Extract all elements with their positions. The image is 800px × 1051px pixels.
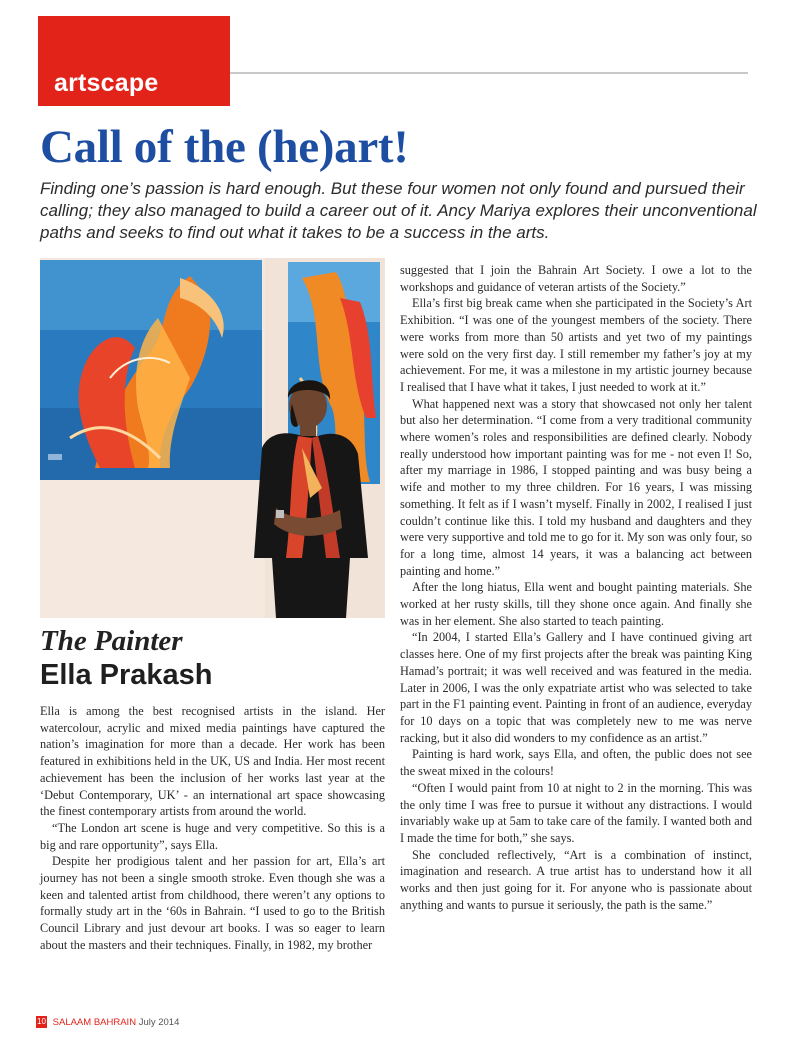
painting-left: [40, 260, 262, 480]
artist-photo: [40, 258, 385, 618]
magazine-name: SALAAM BAHRAIN: [52, 1017, 137, 1028]
body-paragraph: Despite her prodigious talent and her passion for art, Ella’s art journey has not been a single smooth stroke. Even though she was a keen and talented artist from childhood, there weren’t any options to formally study art in the ‘60s in Bahrain. “I used to go to the British Council Library and just devour art books. I was so eager to learn about the masters and their techniques. Finally, in 1982, my brother: [40, 854, 385, 952]
body-paragraph: “The London art scene is huge and very competitive. So this is a big and rare opportunity”, says Ella.: [40, 820, 385, 852]
profile-name: Ella Prakash: [40, 659, 213, 691]
page-footer: [36, 1016, 179, 1030]
top-rule: [230, 72, 748, 74]
body-paragraph: Ella’s first big break came when she participated in the Society’s Art Exhibition. “I was one of the youngest members of the society. There were works from more than 50 artists and yet two of my paintings were sold on the very first day. I still remember my father’s joy at my achievement. For me, it was a milestone in my artistic journey because I realised that I have what it takes, I just needed to work at it.”: [400, 296, 752, 394]
profile-subhead: The Painter: [40, 625, 183, 657]
right-column: [400, 262, 752, 913]
body-paragraph: Painting is hard work, says Ella, and often, the public does not see the sweat mixed in the colours!: [400, 747, 752, 779]
section-tab: [38, 16, 230, 106]
body-paragraph: “Often I would paint from 10 at night to 2 in the morning. This was the only time I was free to pursue it without any distractions. I would invariably wake up at 5am to take care of the family. I wanted both and I made the time for both,” she says.: [400, 780, 752, 845]
body-paragraph: After the long hiatus, Ella went and bought painting materials. She worked at her rusty skills, till they shone once again. And finally she was in her element. She also started to teach painting.: [400, 580, 752, 628]
body-paragraph: She concluded reflectively, “Art is a combination of instinct, imagination and research. A true artist has to understand how it all works and then just going for it. For anyone who is passionate about anything and wants to pursue it seriously, the path is the same.”: [400, 847, 752, 912]
body-paragraph: “In 2004, I started Ella’s Gallery and I have continued giving art classes here. One of my first projects after the break was painting King Hamad’s portrait; it was well received and was featured in the media. Later in 2006, I was the only expatriate artist who was selected to take part in the F1 painting event. Painting in front of an audience, everyday for 10 days on a topic that was completely new to me was nerve racking, but it also did wonders to my confidence as an artist.”: [400, 630, 752, 745]
standfirst: Finding one’s passion is hard enough. But these four women not only found and pursued their calling; they also managed to build a career out of it. Ancy Mariya explores their unconventional paths and seeks to find out what it takes to be a success in the arts.: [40, 179, 757, 242]
page-number: 10: [37, 1017, 46, 1027]
left-column: [40, 703, 385, 954]
body-paragraph: Ella is among the best recognised artists in the island. Her watercolour, acrylic and mixed media paintings have captured the nation’s imagination for more than a decade. Her work has been featured in exhibitions held in the UK, US and India. Her most recent achievement has been the inclusion of her works last year at the ‘Debut Contemporary, UK’ - an international art space showcasing the finest contemporary artists from around the world.: [40, 704, 385, 819]
headline: Call of the (he)art!: [40, 121, 409, 173]
body-paragraph-continued: suggested that I join the Bahrain Art Society. I owe a lot to the workshops and guidance of veteran artists of the Society.”: [400, 263, 752, 294]
body-paragraph: What happened next was a story that showcased not only her talent but also her determination. “I come from a very traditional community where women’s roles and responsibilities are defined clearly. Nobody really understood how important painting was for me - not even I! So, after my marriage in 1986, I stopped painting and was busy being a wife and mother to my three children. For 16 years, I was missing something. It felt as if I wasn’t myself. Finally in 2002, I realised I just couldn’t continue like this. I told my husband and daughters and they were very supportive and told me to go for it. My son was only four, so for a long time, almost 14 years, it was a balancing act between painting and home.”: [400, 396, 752, 578]
issue-date: July 2014: [138, 1017, 180, 1028]
section-label: artscape: [54, 69, 159, 97]
